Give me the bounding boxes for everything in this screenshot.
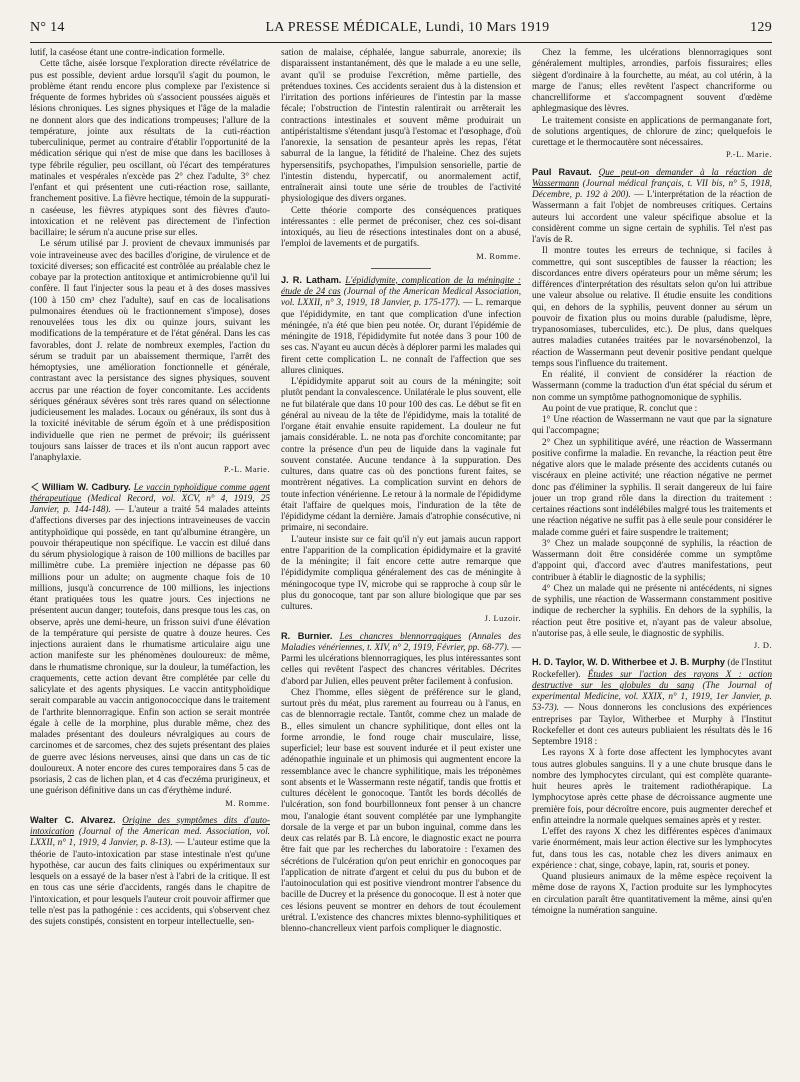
paragraph: Au point de vue pratique, R. conclut que : — [542, 403, 698, 414]
signature: M. Romme. — [225, 798, 270, 808]
article-text — [281, 275, 521, 377]
signature: P.-L. Marie. — [725, 150, 772, 160]
paragraph: Chez la femme, les ulcérations blennorragiques sont généralement multiples, arrondies, parfois fissuraires; elles siègent d'ordinaire à la fourchette, au méat, au col utérin, à la marge de l'anus; elles revêtent l'aspect chancriforme ou chancrelliforme et s'accompagnent souvent d'œdème aphlegmasique des lèvres. — [532, 48, 772, 115]
article-text — [281, 631, 521, 688]
paragraph: 2° Chez un syphilitique avéré, une réaction de Wassermann positive confirme la maladie. En revanche, la réaction peut être négative alors que le malade présente des accidents cutanés ou viscéraux en pleine activité; une réaction négative ne permet donc pas d'éliminer la syphilis. Il serait dangereux de lui faire jouer un trop grand rôle dans la direction du traitement : certaines réactions sont indélébiles malgré tous les traitements et une réaction négative ne suffit pas à elle seule pour considérer le malade comme guéri et faire suspendre le traitement; — [532, 437, 772, 538]
paragraph: L'auteur insiste sur ce fait qu'il n'y eut jamais aucun rapport entre l'apparition de la complication épididymaire et la gravité de la méningite; il fait encore cette autre remarque que l'épididymite compliqua généralement des cas de méningite à méningocoque type IV, microbe qui se rapproche à coup sûr le plus du gonocoque, tant par son allure biologique que par ses cultures. — [281, 534, 521, 612]
article-body: — Nous donnerons les conclusions des expériences entreprises par Taylor, Witherbee et Murphy à l'Institut Rockefeller et dont ces auteurs publiaient les résultats dès le 16 Septembre 1918 : — [532, 703, 772, 747]
article-source: (Medical Record, vol. XCV, n° 4, 1919, 25 Janvier, p. 144-148). — [30, 493, 270, 515]
paragraph: Le sérum utilisé par J. provient de chevaux immunisés par voie intraveineuse avec des bacilles d'origine, de virulence et de toxicité diverses; son efficacité est contrôlée au préalable chez le cobaye par la protection antitoxique et antimicrobienne qu'il lui confère. Il faut l'injecter sous la peau et à des doses massives (100 à 150 cm³ chez l'adulte), sauf en cas de localisations pulmonaires étendues où le fractionnement s'impose), doses renouvelées tous les dix ou quinze jours, suivant les modifications de la température et de l'état général. Dans les cas favorables, dont J. relate de nombreux exemples, l'action du sérum se traduit par un abaissement thermique, l'arrêt des hémoptysies, une amélioration fonctionnelle et générale, contrastant avec la persistance des signes physiques, souvent accrus par une réaction de foyer concomitante. Les accidents sériques généraux sévères sont très rares quand on sélectionne judicieusement les malades. Locaux ou généraux, ils sont dus à la toxicité inévitable de sérum égoïn et à une prédisposition individuelle que rien ne permet de prévoir; ils guérissent toujours sans laisser de traces et ils n'ont aucun rapport avec l'anaphylaxie. — [30, 239, 270, 463]
header-rule — [30, 42, 772, 43]
paragraph: Quand plusieurs animaux de la même espèce reçoivent la même dose de rayons X, l'action produite sur les lymphocytes en circulation paraît être quantitativement la même, ainsi qu'en témoigne la numération sanguine. — [532, 872, 772, 916]
paragraph: 1° Une réaction de Wassermann ne vaut que par la signature qui l'accompagne; — [532, 415, 772, 437]
article-body: — L'auteur a traité 54 malades atteints d'affections diverses par des injections intraveineuses de vaccin antityphoïdique qui possède, en tant qu'albumine étrangère, un pouvoir thérapeutique non spécifique. Le vaccin est dilué dans du sérum physiologique à raison de 100 millions de bacilles par millimètre cube. La première injection ne dépasse pas 60 millions pour un adulte; on augmente chaque fois de 10 millions, jusqu'à concurrence de 100 millions, les injections étant pratiquées tous les quatre jours. Ces injections ne présentent aucun danger; toutefois, dans presque tous les cas, on observe, après une demi-heure, un frisson suivi d'une élévation de la température qui persiste de quatre à douze heures. Ces injections auraient dans le rhumatisme articulaire aigu une action manifeste sur les phénomènes douloureux: de même, dans le rhumatisme chronique, sur la douleur, la tuméfaction, les craquements, cette action devant être complétée par celle du salicylate et des agents physiques. Le vaccin antityphoïdique serait comparable au vaccin antigonococcique dans le traitement de l'arthrite blennorragique. Enfin son action se serait montrée égale à celle de la morphine, plus durable même, chez des malades présentant des douleurs névralgiques au cours de carcinomes et de sarcomes, chez des sujets présentant des plaies de guerre avec lésions nerveuses, ainsi que dans un cas de tic douloureux. A noter encore des cures temporaires dans 5 cas de psoriasis, 2 cas de lichen plan, et 4 cas d'eczéma prurigineux, et une guérison définitive dans un cas d'érythème induré. — [30, 505, 270, 797]
separator-rule — [371, 268, 431, 269]
article-alvarez — [30, 815, 270, 929]
article-latham — [281, 275, 521, 625]
journal-title: LA PRESSE MÉDICALE, Lundi, 10 Mars 1919 — [265, 20, 550, 35]
article-body: — L'interprétation de la réaction de Wassermann a fait l'objet de nombreuses critiques. Certains auteurs lui accordent une valeur spécifique absolue et la considèrent comme un signe certain de syphilis. Tel n'est pas l'avis de R. — [532, 190, 772, 245]
article-source: (The Journal of experimental Medicine, vol. XXIX, n° 1, 1919, 1er Janvier, p. 53-73). — [532, 680, 772, 714]
column-middle — [281, 48, 521, 1070]
article-title: Les chancres blennorragiques — [339, 631, 462, 642]
article-burnier — [281, 631, 521, 936]
article-author: J. R. Latham. — [281, 274, 342, 285]
signature: M. Romme. — [476, 251, 521, 261]
article-author: H. D. Taylor, W. D. Witherbee et J. B. Murphy — [532, 657, 726, 668]
paragraph: Cette théorie comporte des conséquences pratiques intéressantes : elle permet de préconiser, chez ces soi-disant intoxiqués, au lieu de résections intestinales dont on a abusé, l'emploi de lavements et de purgatifs. — [281, 205, 521, 250]
paragraph: En réalité, il convient de considérer la réaction de Wassermann (comme la traduction d'un état spécial du sérum et non comme un symptôme pathognomonique de syphilis. — [532, 370, 772, 403]
signature: P.-L. Marie. — [223, 465, 270, 475]
article-author: Paul Ravaut. — [532, 166, 592, 177]
paragraph: sation de malaise, céphalée, langue saburrale, anorexie; ils disparaissent instantanément, dès que le malade a eu une selle, avant qu'il se produise l'excrétion, même partielle, des prétendues toxines. Ces accidents seraient dus à la distension et l'irritation des portions inférieures de l'intestin par la masse fécale; l'obstruction de l'intestin ralentirait ou arrêterait les contractions intestinales et souvent même produirait un antipéristaltisme s'étendant jusqu'à l'estomac et l'œsophage, d'où l'anorexie, la sensation de pesanteur après les repas, l'état saburral de la langue, la fétidité de l'haleine. Chez des sujets hypersensitifs, psychopathes, l'impulsion sensorielle, partie de l'intestin distendu, hypercatif, ou anormalement actif, entraînerait ainsi toute une série de troubles de l'activité physiologique des divers organes. — [281, 48, 521, 205]
article-title: Le vaccin typhoïdique comme agent thérapeutique — [30, 482, 270, 504]
paragraph: Les rayons X à forte dose affectent les lymphocytes avant tous autres globules sanguins. Il y a une chute brusque dans le nombre des lymphocytes circulant, qui est complète quarante-huit heures après le traitement radiothérapique. La lymphocytose après cette phase de décroissance augmente une première fois, pour décroître encore, puis augmenter derechef et enfin atteindre la normale quelques semaines après et y rester. — [532, 748, 772, 826]
article-cadbury — [30, 482, 270, 809]
article-title: Que peut-on demander à la réaction de Wassermann — [532, 167, 772, 189]
article-text — [30, 815, 270, 929]
article-source: (Journal médical français, t. VII bis, n° 5, 1918, Décembre, p. 192 à 200). — [532, 178, 772, 200]
paragraph: Le traitement consiste en applications de permanganate fort, de solutions argentiques, de chlorure de zinc; quelquefois le curettage et le thermocautère sont nécessaires. — [532, 115, 772, 148]
three-column-body — [30, 48, 772, 1070]
article-source: (Journal of the American Medical Association, vol. LXXII, n° 3, 1919, 18 Janvier, p. 175-177). — [281, 287, 521, 309]
paragraph: Chez l'homme, elles siègent de préférence sur le gland, surtout près du méat, plus rarement au fourreau ou à l'anus, en cas de blennorragie rectale. Tantôt, comme chez un malade de B., elles simulent un chancre syphilitique, dont elles ont la forme arrondie, le fond rouge chair musculaire, lisse, superficiel; leur base est souvent indurée et il peut exister une adénopathie inguinale et un phimosis qui augmentent encore la ressemblance avec le chancre syphilitique, mais les tréponèmes sont absents et le Wassermann reste négatif, tandis que frottis et cultures décèlent le gonocoque. Tantôt les bords décollés de l'ulcération, son fond bourbillonneux font penser à un chancre mou, l'analogie étant souvent complétée par une lymphangite dorsale de la verge et par un bubon inguinal, comme dans les deux cas relatés par B. Là encore, le diagnostic exact ne pourra être fait que par les recherches du laboratoire : l'examen des sécrétions de l'ulcération qu'on peut enrichir en gonocoques par l'application de nitrate d'argent et celui du pus du bubon et de l'autoinoculation qui est positive viendront montrer l'absence du bacille de Ducrey et la présence du gonocoque. Il est à noter que ces lésions peuvent se montrer en dehors de tout écoulement urétral. L'existence des chancres mixtes blenno-syphilitiques et blenno-chancrelleux vient parfois compliquer le diagnostic. — [281, 687, 521, 934]
article-author: William W. Cadbury. — [42, 481, 131, 492]
article-source: (Annales des Maladies vénériennes, t. XIV, n° 2, 1919, Février, pp. 68-77). — [281, 631, 521, 653]
paragraph: 3° Chez un malade soupçonné de syphilis, la réaction de Wassermann doit être considérée comme un symptôme d'appoint qui, d'accord avec d'autres manifestations, peut contribuer à établir le diagnostic de la syphilis; — [532, 538, 772, 583]
article-affiliation: (de l'Institut Rockefeller). — [532, 658, 772, 680]
paragraph: 4° Chez un malade qui ne présente ni antécédents, ni signes de syphilis, une réaction de Wassermann constamment positive indique de rechercher la syphilis. En dehors de la syphilis, la réaction peut être positive et, n'ayant pas de valeur absolue, n'autorise pas, à elle seule, le diagnostic de syphilis. — [532, 583, 772, 639]
paragraph: L'épididymite apparut soit au cours de la méningite; soit plutôt pendant la convalescence. Unilatérale le plus souvent, elle ne fut bilatérale que dans 10 pour 100 des cas. Le début se fit en général au niveau de la tête de l'épididyme, mais la totalité de l'organe était envahie ensuite rapidement. La douleur ne fut jamais considérable. L. ne nota pas d'orchite concomitante; par contre la présence d'un peu de liquide dans la vaginale fut souvent constatée. Aucune tendance à la suppuration. Des cultures, dans quatre cas où des ponctions furent faites, se montrèrent négatives. La complication survint en dehors de toute infection vénérienne. Le retour à la normale de l'épididyme était l'affaire de quelques mois, l'induration de la tête de l'épididyme cédant la dernière. Jamais d'atrophie consécutive, ni primaire, ni secondaire. — [281, 377, 521, 534]
article-text — [30, 482, 270, 798]
article-title: Études sur l'action des rayons X : action destructive sur les globules du sang — [532, 669, 772, 691]
running-header — [30, 20, 772, 40]
article-body: — Parmi les ulcérations blennorragiques, les plus intéressantes sont celles qui revêtent l'aspect des chancres véritables. Décrites d'abord par Julien, elles peuvent prêter facilement à confusion. — [281, 642, 521, 687]
paragraph: lutif, la caséose étant une contre-indication formelle. — [30, 48, 225, 58]
article-source: (Journal of the American med. Association, vol. LXXII, n° 1, 1919, 4 Janvier, p. 8-13). — [30, 827, 270, 849]
article-ravaut — [532, 167, 772, 652]
article-author: R. Burnier. — [281, 630, 333, 641]
paragraph: L'effet des rayons X chez les différentes espèces d'animaux varie énormément, mais leur action élective sur les lymphocytes fut, dans tous les cas, notable chez les divers animaux en expérience : chat, singe, cobaye, lapin, rat, souris et poney. — [532, 827, 772, 871]
article-text — [532, 657, 772, 748]
signature: J. Luzoir. — [484, 614, 521, 624]
article-title: Origine des symptômes dits d'auto-intoxication — [30, 815, 270, 837]
issue-number: N° 14 — [30, 20, 65, 35]
paragraph: Il montre toutes les erreurs de technique, si faciles à commettre, qui sont susceptibles de fausser la réaction; les discordances entre divers opérateurs pour un même sérum; les différences d'interprétation des résultats selon qu'on lui attribue une valeur absolue ou relative. Il étudie ensuite les conditions qui, en dehors de la syphilis, peuvent donner au sérum un pouvoir de fixation plus ou moins durable (paludisme, lèpre, trypanosomiases, tuberculides, etc.). De plus, dans quelques autres maladies cutanées traitées par le novarsénobenzol, la réaction de Wassermann peut devenir positive pendant quelque temps sous l'influence du traitement. — [532, 246, 772, 369]
article-title: L'épididymite, complication de la méningite : étude de 24 cas — [281, 275, 521, 297]
article-taylor — [532, 657, 772, 917]
paragraph: Cette tâche, aisée lorsque l'exploration directe révélatrice de pus est possible, devient ardue lorsqu'il s'agit du poumon, le problème étant rendu encore plus complexe par l'existence si fréquente de formes hybrides où s'associent poussées aiguës et lésions chroniques. Les signes physiques et l'âge de la maladie ne donnent alors que des indications trompeuses; l'allure de la température, jointe aux résultats de la cuti-réaction tuberculinique, permet au contraire d'établir l'opportunité de la médication sérique qui n'est de mise que dans les bacilloses à type fébrile régulier, peu oscillant, où l'écart des températures matinales et vespérales n'excède pas 2° chez l'adulte, 3° chez l'enfant et qui présentent une cuti-réaction rose, saillante, franchement positive. La fièvre hectique, témoin de la suppurati-n caséeuse, les fièvres atypiques sont des fièvres d'auto-intoxication et ne relèvent pas directement de l'infection bacillaire; le sérum n'a aucune prise sur elles. — [30, 59, 270, 238]
pen-bracket-icon — [30, 482, 40, 492]
page-number: 129 — [750, 20, 772, 35]
column-left — [30, 48, 270, 1070]
article-text — [532, 167, 772, 247]
signature: J. D. — [753, 641, 772, 650]
article-body: — L'auteur estime que la théorie de l'auto-intoxication par stase intestinale n'est qu'une hypothèse, car aucun des faits cliniques ou expérimentaux sur lesquels on a essayé de la baser n'est à l'abri de la critique. Il est en tous cas une série d'accidents, rangés dans le chapitre de l'intoxication, et pour lesquels l'auteur croit pouvoir affirmer que telle n'est pas la pathogénie : ces accidents, qui s'observent chez des sujets constipés, consistent en torpeur intellectuelle, sen- — [30, 838, 270, 927]
article-body: — L. remarque que l'épididymite, en tant que complication d'une infection méningée, n'a été que bien peu notée. Or, durant l'épidémie de méningite de 1918, l'épididymite fut notée dans 3 pour 100 de ses cas. N'ayant eu aucun décès à déplorer parmi les malades qui firent cette complication L. ne connaît de l'affection que ses allures cliniques. — [281, 298, 521, 376]
article-author: Walter C. Alvarez. — [30, 814, 116, 825]
column-right — [532, 48, 772, 1070]
